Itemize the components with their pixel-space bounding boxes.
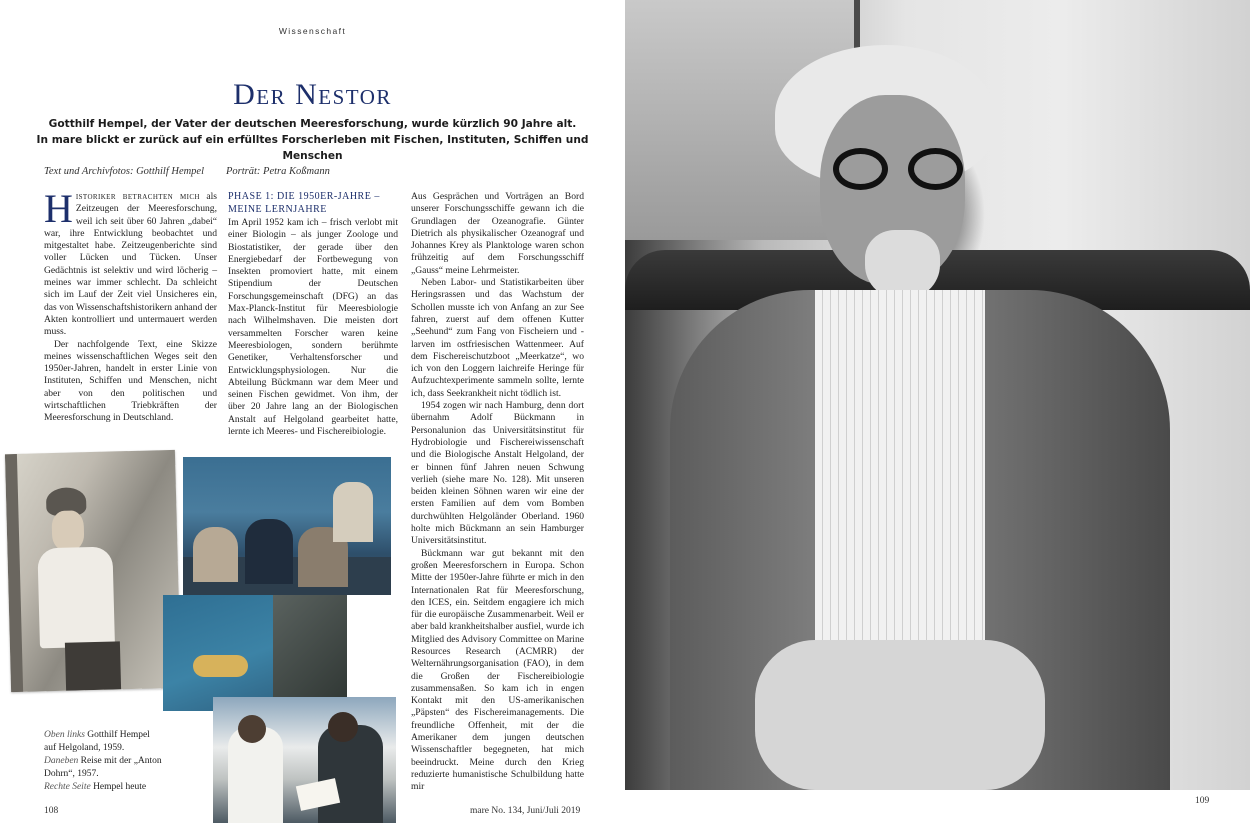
paragraph: Der nachfolgende Text, eine Skizze meines wissenschaftlichen Weges seit den 1950er-Jahren, handelt in erster Linie von Instituten, Schiffen und Menschen, nicht aber von den politischen und wirtschaftlichen Triebkräften der Meeresforschung in Deutschland. xyxy=(44,338,217,424)
text-credit: Text und Archivfotos: Gotthilf Hempel xyxy=(44,166,205,177)
archive-photo-ship-crew xyxy=(183,457,391,595)
paragraph: Bückmann war gut bekannt mit den großen Meeresforschern in Europa. Schon Mitte der 1950er-Jahre führte er mich in den Internationalen Rat für Meeresforschung, den ICES, ein. Seitdem engagiere ich mich für die europäische Zusammenarbeit. Weil er aber bald krankheitshalber ausfiel, wurde ich Mitglied des Advisory Committee on Marine Resources Research (ACMRR) der Welternährungsorganisation (FAO), in dem die Großen der Fischereibiologie zusammensaßen. So kam ich in engen Kontakt mit den US-amerikanischen „Päpsten“ des Fischereimanagements. Die freundliche Offenheit, mit der die Amerikaner dem jungen deutschen Wissenschaftler begegneten, hat mich beeindruckt. Meine durch den Krieg reduzierte humanistische Schulbildung hatte mir xyxy=(411,547,584,793)
drop-cap: H xyxy=(44,186,73,231)
column-1 xyxy=(44,186,218,425)
page-number-left: 108 xyxy=(44,806,59,816)
section-heading: PHASE 1: DIE 1950ER-JAHRE – MEINE LERNJAHRE xyxy=(228,191,380,215)
column-3 xyxy=(411,191,584,794)
intro-paragraph: Historiker betrachten mich als Zeitzeugen der Meeresforschung, weil ich seit über 60 Jahren „dabei“ war, ihre Entwicklung beobachtet und mitgestaltet habe. Zeitzeugenberichte sind voller Lücken und Tücken. Unser Gedächtnis ist selektiv und wird löcherig – meines war immer schlecht. Da schleicht sich im Lauf der Zeit viel Unsicheres ein, das von Wissenschaftshistorikern anhand der Akten kontrolliert und untermauert werden muss. xyxy=(44,186,218,338)
subtitle-line-1: Gotthilf Hempel, der Vater der deutschen Meeresforschung, wurde kürzlich 90 Jahre alt. xyxy=(48,118,577,130)
column-2 xyxy=(228,191,398,438)
archive-photo-dinghy-sea xyxy=(163,595,347,711)
right-page xyxy=(625,0,1250,833)
archive-photo-helgoland xyxy=(5,450,181,692)
subtitle-line-2: In mare blickt er zurück auf ein erfülltes Forscherleben mit Fischen, Instituten, Schiffen und Menschen xyxy=(36,134,589,162)
article-subtitle xyxy=(20,116,605,164)
photo-credit: Porträt: Petra Koßmann xyxy=(226,166,330,177)
paragraph: Aus Gesprächen und Vorträgen an Bord unserer Forschungsschiffe gewann ich die Grundlagen der Ozeanografie. Günter Dietrich als physikalischer Ozeanograf und Johannes Krey als Planktologe waren schon frühzeitig auf dem Forschungsschiff „Gauss“ meine Lehrmeister. xyxy=(411,191,584,276)
paragraph: Im April 1952 kam ich – frisch verlobt mit einer Biologin – als junger Zoologe und Biostatistiker, der gerade über den Energiebedarf der Fortbewegung von Insekten promoviert hatte, mit einem Stipendium der Deutschen Forschungsgemeinschaft (DFG) an das Max-Planck-Institut für Meeresbiologie nach Wilhelmshaven. Die meisten dort versammelten Forscher waren keine Meeresbiologen, sondern berühmte Genetiker, Verhaltensforscher und Entwicklungsphysiologen. Nur die Abteilung Bückmann war dem Meer und seinen Fischen gewidmet. Von ihm, der über 20 Jahre lang an der Biologischen Anstalt auf Helgoland gearbeitet hatte, lernte ich Meeres- und Fischereibiologie. xyxy=(228,217,398,438)
archive-photo-lab-on-deck xyxy=(213,697,396,823)
issue-line: mare No. 134, Juni/Juli 2019 xyxy=(470,806,581,816)
portrait-photo xyxy=(625,0,1250,790)
section-label: Wissenschaft xyxy=(278,26,347,36)
article-title: Der Nestor xyxy=(233,78,392,111)
photo-caption: Oben links Gotthilf Hempel auf Helgoland, 1959. Daneben Reise mit der „Anton Dohrn“, 1957. Rechte Seite Hempel heute xyxy=(44,730,162,792)
page-number-right: 109 xyxy=(1195,796,1210,806)
lead-in: istoriker betrachten mich xyxy=(75,191,200,202)
paragraph: 1954 zogen wir nach Hamburg, denn dort übernahm Adolf Bückmann in Personalunion das Universitätsinstitut für Hydrobiologie und Fischereiwissenschaft und die Biologische Anstalt Helgoland, der er binnen fünf Jahren neuen Schwung verlieh (siehe mare No. 128). Mit unseren beiden kleinen Söhnen waren wir eine der ersten Familien auf dem vom Bomben durchwühlten Helgoländer Oberland. 1960 holte mich Bückmann an sein Hamburger Universitätsinstitut. xyxy=(411,400,584,547)
paragraph: Neben Labor- und Statistikarbeiten über Heringsrassen und das Wachstum der Schollen musste ich von Anfang an zur See fahren, zuerst auf dem offenen Kutter „Seehund“ zum Fang von Fischeiern und -larven im ostfriesischen Wattenmeer. Auf dem Fischereischutzboot „Meerkatze“, wo ich von den Loggern laichreife Heringe für Aufzuchtexperimente sammeln sollte, lernte ich, dass Seekrankheit nicht tödlich ist. xyxy=(411,277,584,399)
